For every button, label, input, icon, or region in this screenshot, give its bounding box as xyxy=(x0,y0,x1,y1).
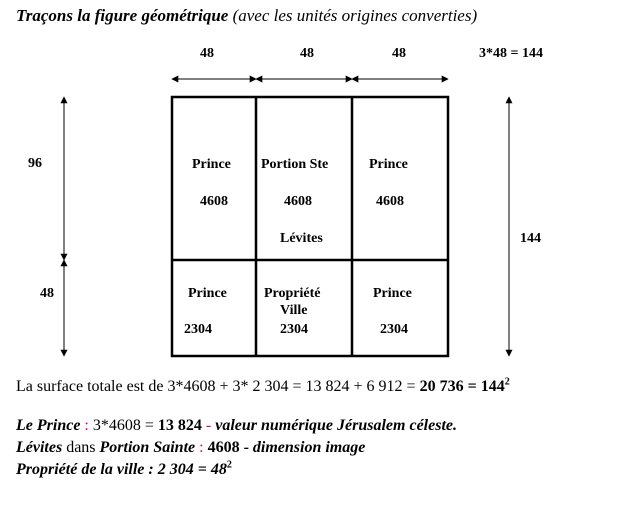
cell-upper-middle-value: 4608 xyxy=(284,194,312,209)
cell-upper-right-label: Prince xyxy=(369,157,408,172)
height-label-total: 144 xyxy=(520,231,541,246)
cell-upper-left-value: 4608 xyxy=(200,194,228,209)
width-label-3: 48 xyxy=(392,46,406,61)
width-total-label: 3*48 = 144 xyxy=(479,46,543,61)
cell-upper-middle-label2: Lévites xyxy=(280,231,323,246)
page-title: Traçons la figure géométrique (avec les unités origines converties) xyxy=(16,6,478,25)
cell-upper-left-label: Prince xyxy=(192,157,231,172)
cell-upper-right-value: 4608 xyxy=(376,194,404,209)
cell-lower-middle-label2: Ville xyxy=(280,303,308,318)
cell-lower-right-value: 2304 xyxy=(380,322,408,337)
cell-lower-middle-label: Propriété xyxy=(264,286,321,301)
cell-lower-right-label: Prince xyxy=(373,286,412,301)
cell-lower-left-value: 2304 xyxy=(184,322,212,337)
cell-lower-left-label: Prince xyxy=(188,286,227,301)
cell-upper-middle-label: Portion Ste xyxy=(261,157,329,172)
height-label-upper: 96 xyxy=(28,156,42,171)
ville-line: Propriété de la ville : 2 $304 = 48^2$ xyxy=(16,459,232,478)
prince-line: Le Prince : 3*4608 = 13 824 - valeur numérique Jérusalem céleste. xyxy=(16,417,457,434)
surface-line: La surface totale est de 3*4608 + 3* 2 304 = 13 824 + 6 912 = 20 $736 = 144^2$ xyxy=(16,376,510,395)
cell-lower-middle-value: 2304 xyxy=(280,322,308,337)
width-label-1: 48 xyxy=(200,46,214,61)
height-label-lower: 48 xyxy=(40,286,54,301)
width-label-2: 48 xyxy=(300,46,314,61)
levites-line: Lévites dans Portion Sainte : 4608 - dimension image xyxy=(16,439,366,456)
figure-outline xyxy=(172,97,448,356)
